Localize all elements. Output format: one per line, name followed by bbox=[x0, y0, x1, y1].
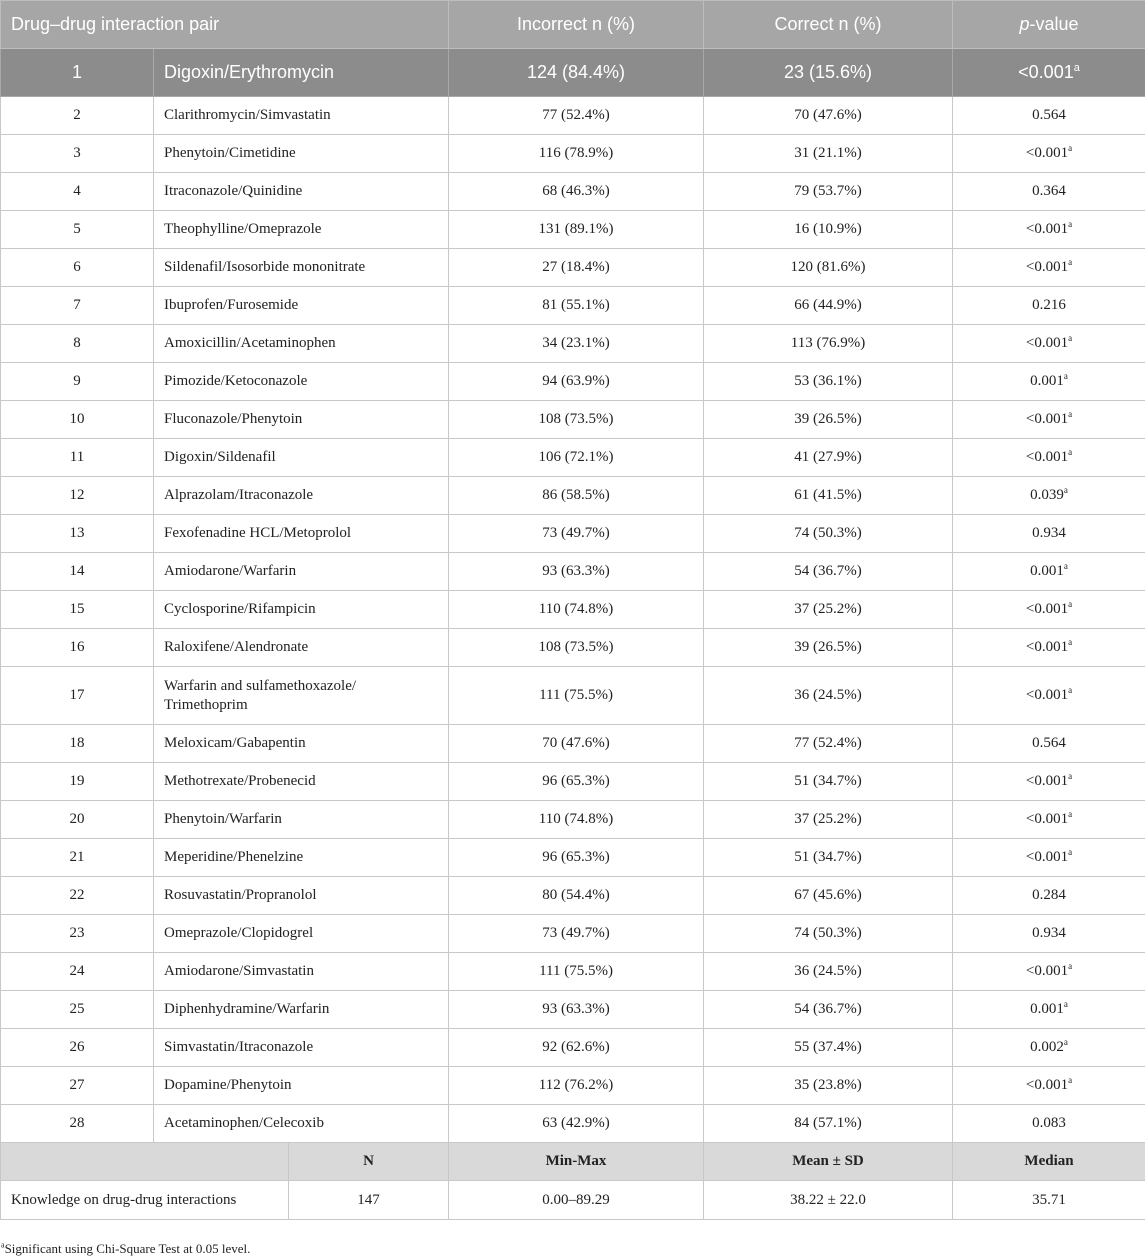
row-incorrect: 27 (18.4%) bbox=[449, 249, 704, 287]
row-pvalue-sup: a bbox=[1068, 809, 1073, 819]
row-pair: Digoxin/Erythromycin bbox=[154, 49, 449, 97]
table-row bbox=[1, 801, 1145, 839]
row-pair: Clarithromycin/Simvastatin bbox=[154, 97, 449, 135]
row-pvalue bbox=[953, 135, 1145, 173]
row-pvalue bbox=[953, 1029, 1145, 1067]
row-pair: Dopamine/Phenytoin bbox=[154, 1067, 449, 1105]
row-number: 24 bbox=[1, 953, 154, 991]
row-pvalue bbox=[953, 839, 1145, 877]
row-pvalue-text: 0.001 bbox=[1030, 563, 1064, 579]
table-row bbox=[1, 173, 1145, 211]
row-pvalue-sup: a bbox=[1063, 561, 1068, 571]
row-incorrect: 77 (52.4%) bbox=[449, 97, 704, 135]
table-row bbox=[1, 553, 1145, 591]
row-pvalue bbox=[953, 515, 1145, 553]
row-pair: Rosuvastatin/Propranolol bbox=[154, 877, 449, 915]
header-incorrect: Incorrect n (%) bbox=[449, 1, 704, 49]
summary-header-mean: Mean ± SD bbox=[704, 1143, 953, 1181]
row-number: 26 bbox=[1, 1029, 154, 1067]
row-pvalue-text: 0.083 bbox=[1032, 1115, 1066, 1131]
row-incorrect: 108 (73.5%) bbox=[449, 629, 704, 667]
row-pvalue bbox=[953, 211, 1145, 249]
row-incorrect: 63 (42.9%) bbox=[449, 1105, 704, 1143]
row-pvalue bbox=[953, 877, 1145, 915]
table-header-row bbox=[1, 1, 1145, 49]
row-pair: Cyclosporine/Rifampicin bbox=[154, 591, 449, 629]
row-correct: 66 (44.9%) bbox=[704, 287, 953, 325]
header-pvalue-rest: -value bbox=[1029, 14, 1079, 34]
header-pvalue bbox=[953, 1, 1145, 49]
row-pvalue bbox=[953, 991, 1145, 1029]
row-pvalue bbox=[953, 953, 1145, 991]
row-number: 9 bbox=[1, 363, 154, 401]
row-pvalue-sup: a bbox=[1068, 143, 1073, 153]
row-pvalue-text: <0.001 bbox=[1025, 411, 1069, 427]
row-correct: 36 (24.5%) bbox=[704, 667, 953, 725]
summary-median: 35.71 bbox=[953, 1181, 1145, 1220]
row-pvalue-text: <0.001 bbox=[1025, 849, 1069, 865]
table-row bbox=[1, 135, 1145, 173]
row-incorrect: 73 (49.7%) bbox=[449, 515, 704, 553]
summary-header-blank bbox=[1, 1143, 289, 1181]
row-pvalue-sup: a bbox=[1073, 62, 1080, 74]
footnote-text: Significant using Chi-Square Test at 0.05 level. bbox=[4, 1241, 251, 1256]
row-pair-line1: Warfarin and sulfamethoxazole/ bbox=[164, 677, 357, 694]
row-pvalue-text: 0.364 bbox=[1032, 183, 1066, 199]
row-number: 27 bbox=[1, 1067, 154, 1105]
row-pvalue-text: <0.001 bbox=[1025, 259, 1069, 275]
row-number: 13 bbox=[1, 515, 154, 553]
row-pvalue bbox=[953, 915, 1145, 953]
row-pvalue-text: 0.001 bbox=[1030, 373, 1064, 389]
row-pair: Amiodarone/Warfarin bbox=[154, 553, 449, 591]
table-row bbox=[1, 97, 1145, 135]
row-pvalue-text: 0.934 bbox=[1032, 925, 1066, 941]
row-number: 20 bbox=[1, 801, 154, 839]
row-incorrect: 112 (76.2%) bbox=[449, 1067, 704, 1105]
row-pair: Phenytoin/Cimetidine bbox=[154, 135, 449, 173]
table-row bbox=[1, 249, 1145, 287]
row-number: 1 bbox=[1, 49, 154, 97]
row-pvalue-text: 0.284 bbox=[1032, 887, 1066, 903]
table-row bbox=[1, 725, 1145, 763]
row-correct: 51 (34.7%) bbox=[704, 763, 953, 801]
row-pvalue bbox=[953, 287, 1145, 325]
row-incorrect: 111 (75.5%) bbox=[449, 667, 704, 725]
row-correct: 16 (10.9%) bbox=[704, 211, 953, 249]
row-pvalue-sup: a bbox=[1068, 333, 1073, 343]
row-pvalue bbox=[953, 1105, 1145, 1143]
row-incorrect: 86 (58.5%) bbox=[449, 477, 704, 515]
row-pair: Digoxin/Sildenafil bbox=[154, 439, 449, 477]
row-incorrect: 70 (47.6%) bbox=[449, 725, 704, 763]
table-row bbox=[1, 1029, 1145, 1067]
row-pair: Amoxicillin/Acetaminophen bbox=[154, 325, 449, 363]
table-row bbox=[1, 477, 1145, 515]
row-pvalue-text: <0.001 bbox=[1025, 335, 1069, 351]
row-number: 21 bbox=[1, 839, 154, 877]
row-pvalue bbox=[953, 477, 1145, 515]
row-pvalue-text: <0.001 bbox=[1025, 811, 1069, 827]
footnote bbox=[1, 1241, 250, 1257]
row-number: 7 bbox=[1, 287, 154, 325]
summary-header-median: Median bbox=[953, 1143, 1145, 1181]
row-correct: 74 (50.3%) bbox=[704, 915, 953, 953]
table-row bbox=[1, 629, 1145, 667]
row-pvalue-text: 0.934 bbox=[1032, 525, 1066, 541]
row-pvalue-text: <0.001 bbox=[1025, 221, 1069, 237]
table-row bbox=[1, 839, 1145, 877]
row-correct: 51 (34.7%) bbox=[704, 839, 953, 877]
row-incorrect: 80 (54.4%) bbox=[449, 877, 704, 915]
summary-header-n: N bbox=[289, 1143, 449, 1181]
row-number: 18 bbox=[1, 725, 154, 763]
table-row bbox=[1, 325, 1145, 363]
row-number: 25 bbox=[1, 991, 154, 1029]
row-number: 4 bbox=[1, 173, 154, 211]
row-pair: Simvastatin/Itraconazole bbox=[154, 1029, 449, 1067]
table-row bbox=[1, 877, 1145, 915]
row-pvalue bbox=[953, 591, 1145, 629]
row-correct: 77 (52.4%) bbox=[704, 725, 953, 763]
row-correct: 23 (15.6%) bbox=[704, 49, 953, 97]
row-pvalue bbox=[953, 439, 1145, 477]
row-incorrect: 124 (84.4%) bbox=[449, 49, 704, 97]
row-number: 12 bbox=[1, 477, 154, 515]
row-incorrect: 111 (75.5%) bbox=[449, 953, 704, 991]
row-number: 23 bbox=[1, 915, 154, 953]
row-pvalue-text: <0.001 bbox=[1025, 1077, 1069, 1093]
row-incorrect: 96 (65.3%) bbox=[449, 763, 704, 801]
row-pair: Itraconazole/Quinidine bbox=[154, 173, 449, 211]
row-number: 5 bbox=[1, 211, 154, 249]
row-correct: 113 (76.9%) bbox=[704, 325, 953, 363]
row-number: 3 bbox=[1, 135, 154, 173]
row-correct: 41 (27.9%) bbox=[704, 439, 953, 477]
row-correct: 120 (81.6%) bbox=[704, 249, 953, 287]
summary-mean: 38.22 ± 22.0 bbox=[704, 1181, 953, 1220]
row-pvalue-sup: a bbox=[1068, 447, 1073, 457]
row-number: 17 bbox=[1, 667, 154, 725]
row-incorrect: 106 (72.1%) bbox=[449, 439, 704, 477]
table-row bbox=[1, 287, 1145, 325]
row-pair: Raloxifene/Alendronate bbox=[154, 629, 449, 667]
header-correct: Correct n (%) bbox=[704, 1, 953, 49]
row-correct: 84 (57.1%) bbox=[704, 1105, 953, 1143]
row-pvalue-sup: a bbox=[1063, 371, 1068, 381]
row-correct: 70 (47.6%) bbox=[704, 97, 953, 135]
row-pvalue-sup: a bbox=[1068, 219, 1073, 229]
table-row bbox=[1, 991, 1145, 1029]
table-row bbox=[1, 515, 1145, 553]
table-row bbox=[1, 1067, 1145, 1105]
row-pvalue-sup: a bbox=[1068, 409, 1073, 419]
table-row bbox=[1, 49, 1145, 97]
row-number: 16 bbox=[1, 629, 154, 667]
row-pvalue bbox=[953, 553, 1145, 591]
row-pvalue-text: 0.564 bbox=[1032, 735, 1066, 751]
row-number: 8 bbox=[1, 325, 154, 363]
row-incorrect: 110 (74.8%) bbox=[449, 591, 704, 629]
row-pvalue-text: <0.001 bbox=[1018, 62, 1074, 82]
row-incorrect: 73 (49.7%) bbox=[449, 915, 704, 953]
row-pvalue-text: <0.001 bbox=[1025, 449, 1069, 465]
table-row bbox=[1, 401, 1145, 439]
row-pvalue bbox=[953, 1067, 1145, 1105]
row-pair: Meloxicam/Gabapentin bbox=[154, 725, 449, 763]
row-pair: Ibuprofen/Furosemide bbox=[154, 287, 449, 325]
row-pair: Meperidine/Phenelzine bbox=[154, 839, 449, 877]
row-number: 28 bbox=[1, 1105, 154, 1143]
table-row bbox=[1, 953, 1145, 991]
row-correct: 79 (53.7%) bbox=[704, 173, 953, 211]
row-pvalue bbox=[953, 363, 1145, 401]
row-incorrect: 81 (55.1%) bbox=[449, 287, 704, 325]
row-pvalue bbox=[953, 725, 1145, 763]
row-pair: Pimozide/Ketoconazole bbox=[154, 363, 449, 401]
footnote-sup: a bbox=[1, 1240, 5, 1250]
summary-header-minmax: Min-Max bbox=[449, 1143, 704, 1181]
row-number: 22 bbox=[1, 877, 154, 915]
row-incorrect: 93 (63.3%) bbox=[449, 991, 704, 1029]
row-pvalue-text: <0.001 bbox=[1025, 601, 1069, 617]
row-pair: Sildenafil/Isosorbide mononitrate bbox=[154, 249, 449, 287]
row-pvalue-text: <0.001 bbox=[1025, 145, 1069, 161]
row-pvalue-sup: a bbox=[1068, 961, 1073, 971]
table-body bbox=[1, 49, 1145, 1143]
row-pvalue-text: 0.564 bbox=[1032, 107, 1066, 123]
row-incorrect: 96 (65.3%) bbox=[449, 839, 704, 877]
row-pvalue bbox=[953, 325, 1145, 363]
row-pvalue-text: 0.001 bbox=[1030, 1001, 1064, 1017]
table-row bbox=[1, 763, 1145, 801]
row-correct: 54 (36.7%) bbox=[704, 991, 953, 1029]
row-pvalue-sup: a bbox=[1068, 771, 1073, 781]
row-pvalue-text: 0.002 bbox=[1030, 1039, 1064, 1055]
row-pvalue-text: <0.001 bbox=[1025, 639, 1069, 655]
row-pvalue bbox=[953, 763, 1145, 801]
row-pvalue bbox=[953, 401, 1145, 439]
row-pair: Fluconazole/Phenytoin bbox=[154, 401, 449, 439]
row-pvalue-sup: a bbox=[1063, 485, 1068, 495]
row-correct: 54 (36.7%) bbox=[704, 553, 953, 591]
row-pvalue bbox=[953, 801, 1145, 839]
row-correct: 35 (23.8%) bbox=[704, 1067, 953, 1105]
table-row bbox=[1, 1105, 1145, 1143]
row-pair: Methotrexate/Probenecid bbox=[154, 763, 449, 801]
header-pvalue-p: p bbox=[1019, 14, 1030, 34]
summary-section bbox=[1, 1143, 1145, 1220]
row-pvalue-sup: a bbox=[1063, 1037, 1068, 1047]
summary-header-row bbox=[1, 1143, 1145, 1181]
row-correct: 55 (37.4%) bbox=[704, 1029, 953, 1067]
summary-n: 147 bbox=[289, 1181, 449, 1220]
row-pair bbox=[154, 667, 449, 725]
row-pair: Diphenhydramine/Warfarin bbox=[154, 991, 449, 1029]
row-pair: Amiodarone/Simvastatin bbox=[154, 953, 449, 991]
row-number: 15 bbox=[1, 591, 154, 629]
row-pvalue bbox=[953, 97, 1145, 135]
row-number: 10 bbox=[1, 401, 154, 439]
row-number: 19 bbox=[1, 763, 154, 801]
row-pvalue-text: <0.001 bbox=[1025, 773, 1069, 789]
row-incorrect: 131 (89.1%) bbox=[449, 211, 704, 249]
row-pvalue bbox=[953, 249, 1145, 287]
row-pvalue bbox=[953, 49, 1145, 97]
row-correct: 61 (41.5%) bbox=[704, 477, 953, 515]
row-number: 6 bbox=[1, 249, 154, 287]
row-incorrect: 108 (73.5%) bbox=[449, 401, 704, 439]
row-correct: 36 (24.5%) bbox=[704, 953, 953, 991]
row-number: 2 bbox=[1, 97, 154, 135]
row-correct: 53 (36.1%) bbox=[704, 363, 953, 401]
row-pvalue-sup: a bbox=[1068, 637, 1073, 647]
table-row bbox=[1, 211, 1145, 249]
row-pvalue-sup: a bbox=[1063, 999, 1068, 1009]
row-correct: 37 (25.2%) bbox=[704, 591, 953, 629]
row-pvalue bbox=[953, 173, 1145, 211]
row-incorrect: 92 (62.6%) bbox=[449, 1029, 704, 1067]
row-pair: Acetaminophen/Celecoxib bbox=[154, 1105, 449, 1143]
row-number: 11 bbox=[1, 439, 154, 477]
row-pvalue-sup: a bbox=[1068, 847, 1073, 857]
summary-minmax: 0.00–89.29 bbox=[449, 1181, 704, 1220]
row-incorrect: 116 (78.9%) bbox=[449, 135, 704, 173]
row-pair: Fexofenadine HCL/Metoprolol bbox=[154, 515, 449, 553]
row-pvalue-sup: a bbox=[1068, 599, 1073, 609]
table-row bbox=[1, 915, 1145, 953]
row-pair: Theophylline/Omeprazole bbox=[154, 211, 449, 249]
row-pvalue bbox=[953, 667, 1145, 725]
table-row bbox=[1, 439, 1145, 477]
row-incorrect: 110 (74.8%) bbox=[449, 801, 704, 839]
row-pvalue bbox=[953, 629, 1145, 667]
row-correct: 74 (50.3%) bbox=[704, 515, 953, 553]
row-pair-line2: Trimethoprim bbox=[164, 696, 248, 713]
row-correct: 37 (25.2%) bbox=[704, 801, 953, 839]
row-pair: Omeprazole/Clopidogrel bbox=[154, 915, 449, 953]
row-pvalue-sup: a bbox=[1068, 257, 1073, 267]
row-pair: Phenytoin/Warfarin bbox=[154, 801, 449, 839]
row-correct: 31 (21.1%) bbox=[704, 135, 953, 173]
row-pvalue-sup: a bbox=[1068, 1075, 1073, 1085]
row-correct: 39 (26.5%) bbox=[704, 629, 953, 667]
table-row bbox=[1, 591, 1145, 629]
row-pvalue-sup: a bbox=[1068, 685, 1073, 695]
row-pair: Alprazolam/Itraconazole bbox=[154, 477, 449, 515]
row-incorrect: 93 (63.3%) bbox=[449, 553, 704, 591]
header-pair: Drug–drug interaction pair bbox=[1, 1, 449, 49]
summary-label: Knowledge on drug-drug interactions bbox=[1, 1181, 289, 1220]
row-number: 14 bbox=[1, 553, 154, 591]
table-row bbox=[1, 667, 1145, 725]
row-incorrect: 68 (46.3%) bbox=[449, 173, 704, 211]
row-pvalue-text: <0.001 bbox=[1025, 687, 1069, 703]
row-pvalue-text: 0.216 bbox=[1032, 297, 1066, 313]
row-correct: 39 (26.5%) bbox=[704, 401, 953, 439]
row-incorrect: 34 (23.1%) bbox=[449, 325, 704, 363]
summary-row bbox=[1, 1181, 1145, 1220]
row-correct: 67 (45.6%) bbox=[704, 877, 953, 915]
row-pvalue-text: <0.001 bbox=[1025, 963, 1069, 979]
row-incorrect: 94 (63.9%) bbox=[449, 363, 704, 401]
table-row bbox=[1, 363, 1145, 401]
row-pvalue-text: 0.039 bbox=[1030, 487, 1064, 503]
